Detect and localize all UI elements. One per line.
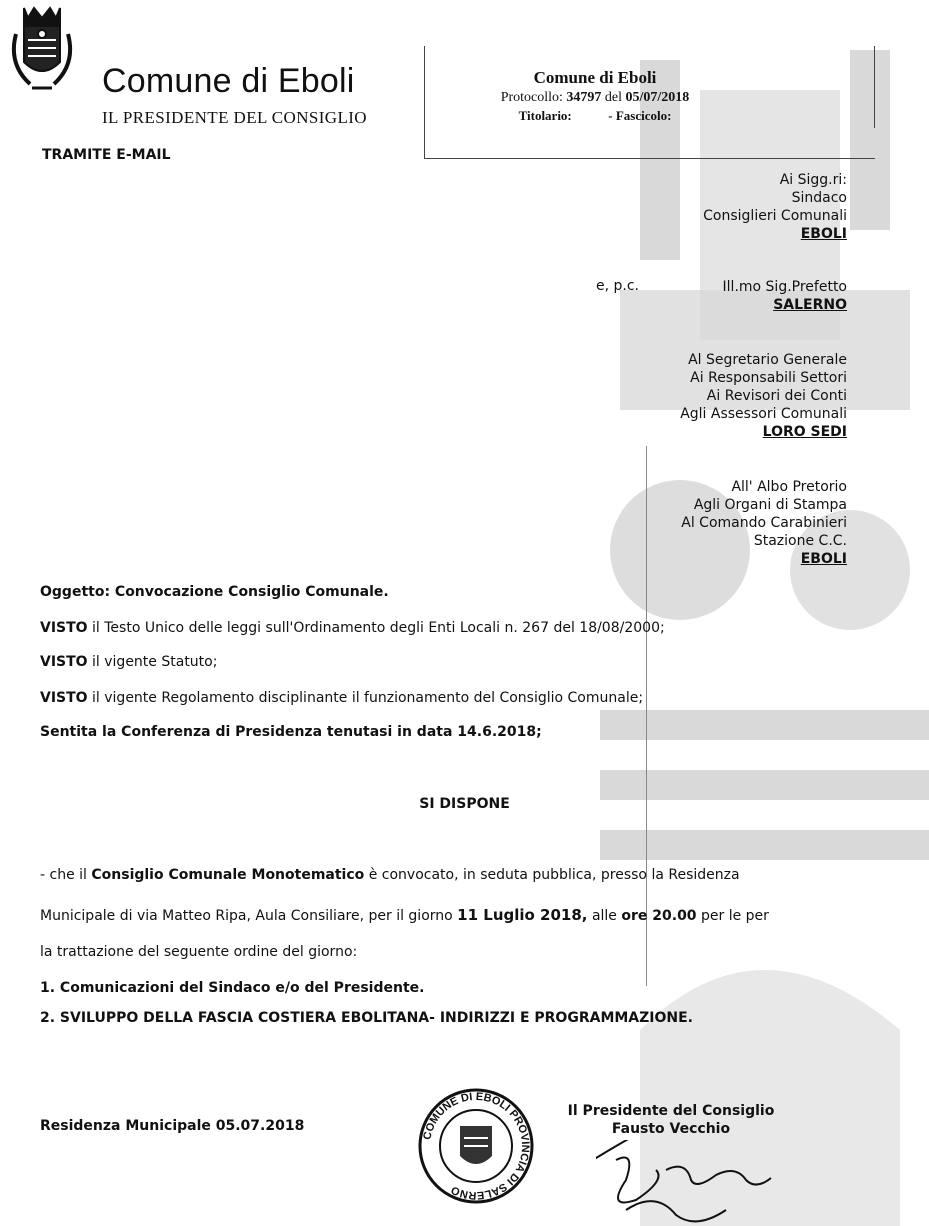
text-run-bold: Consiglio Comunale Monotematico [91,867,365,883]
text-run: - che il [40,867,92,883]
recipients-block-1 [703,171,847,243]
recipient-line: Al Segretario Generale [688,352,847,368]
body-paragraph-line-1 [40,867,740,883]
recipient-line: Al Comando Carabinieri [681,515,847,531]
protocol-box-right-border [874,46,875,128]
text-run: Municipale di via Matteo Ripa, Aula Consiliare, per il giorno [40,908,458,924]
protocol-number-line [425,90,765,106]
recipients-block-3 [680,351,847,441]
recipient-line: Agli Assessori Comunali [680,406,847,422]
recipient-line: Sindaco [791,190,847,206]
page-title: Comune di Eboli [102,62,355,100]
text-run: alle [587,908,622,924]
visto-line-2 [40,654,217,670]
visto-text: il Testo Unico delle leggi sull'Ordinamento degli Enti Locali n. 267 del 18/08/2000; [87,620,665,636]
protocol-box [424,46,875,159]
visto-line-3 [40,690,643,706]
protocol-label: Protocollo: [500,90,563,105]
page-subtitle: IL PRESIDENTE DEL CONSIGLIO [102,108,367,127]
agenda-item-2: 2. SVILUPPO DELLA FASCIA COSTIERA EBOLITANA- INDIRIZZI E PROGRAMMAZIONE. [40,1010,693,1026]
recipient-line: Ai Sigg.ri: [779,172,847,188]
protocol-title: Comune di Eboli [533,68,657,87]
fascicolo-label: - Fascicolo: [608,108,672,123]
meeting-time: ore 20.00 [621,908,697,924]
recipient-line: Agli Organi di Stampa [693,497,847,513]
recipient-line: All' Albo Pretorio [731,479,847,495]
epc-label: e, p.c. [596,278,639,294]
si-dispone-heading: SI DISPONE [419,796,510,812]
place-and-date: Residenza Municipale 05.07.2018 [40,1118,305,1134]
visto-text: il vigente Regolamento disciplinante il funzionamento del Consiglio Comunale; [87,690,644,706]
recipient-city: SALERNO [773,297,847,313]
meeting-date: 11 Luglio 2018, [457,906,588,924]
body-paragraph-line-3: la trattazione del seguente ordine del giorno: [40,944,358,960]
subject-line: Oggetto: Convocazione Consiglio Comunale. [40,584,389,600]
signatory-block [556,1102,786,1138]
comune-crest-logo [6,4,78,100]
signatory-title: Il Presidente del Consiglio [567,1103,775,1119]
visto-word: VISTO [40,620,88,636]
titolario-label: Titolario: [518,108,572,123]
visto-word: VISTO [40,654,88,670]
text-run: è convocato, in seduta pubblica, presso la Residenza [364,867,740,883]
delivery-method: TRAMITE E-MAIL [42,147,171,163]
visto-word: VISTO [40,690,88,706]
protocol-del-label: del [604,90,623,105]
protocol-classification-line [425,108,765,124]
visto-text: il vigente Statuto; [87,654,218,670]
text-run: per le per [696,908,769,924]
signatory-name: Fausto Vecchio [611,1121,731,1137]
recipient-line: Stazione C.C. [753,533,847,549]
recipient-city: LORO SEDI [762,424,847,440]
recipient-line: Ai Revisori dei Conti [706,388,847,404]
protocol-number: 34797 [566,90,602,105]
recipients-block-4 [681,478,847,568]
recipient-line: Ai Responsabili Settori [690,370,847,386]
protocol-date: 05/07/2018 [625,90,690,105]
recipient-line: Consiglieri Comunali [703,208,847,224]
official-stamp [416,1086,536,1206]
handwritten-signature [596,1140,796,1226]
sentita-line: Sentita la Conferenza di Presidenza tenutasi in data 14.6.2018; [40,724,542,740]
stamp-text: COMUNE DI EBOLI PROVINCIA DI SALERNO [421,1090,532,1202]
agenda-item-1: 1. Comunicazioni del Sindaco e/o del Presidente. [40,980,425,996]
recipient-city: EBOLI [800,226,847,242]
visto-line-1 [40,620,665,636]
recipients-block-2 [723,278,847,314]
body-paragraph-line-2 [40,906,769,924]
divider-line [646,446,647,986]
recipient-city: EBOLI [800,551,847,567]
recipient-line: Ill.mo Sig.Prefetto [722,279,847,295]
